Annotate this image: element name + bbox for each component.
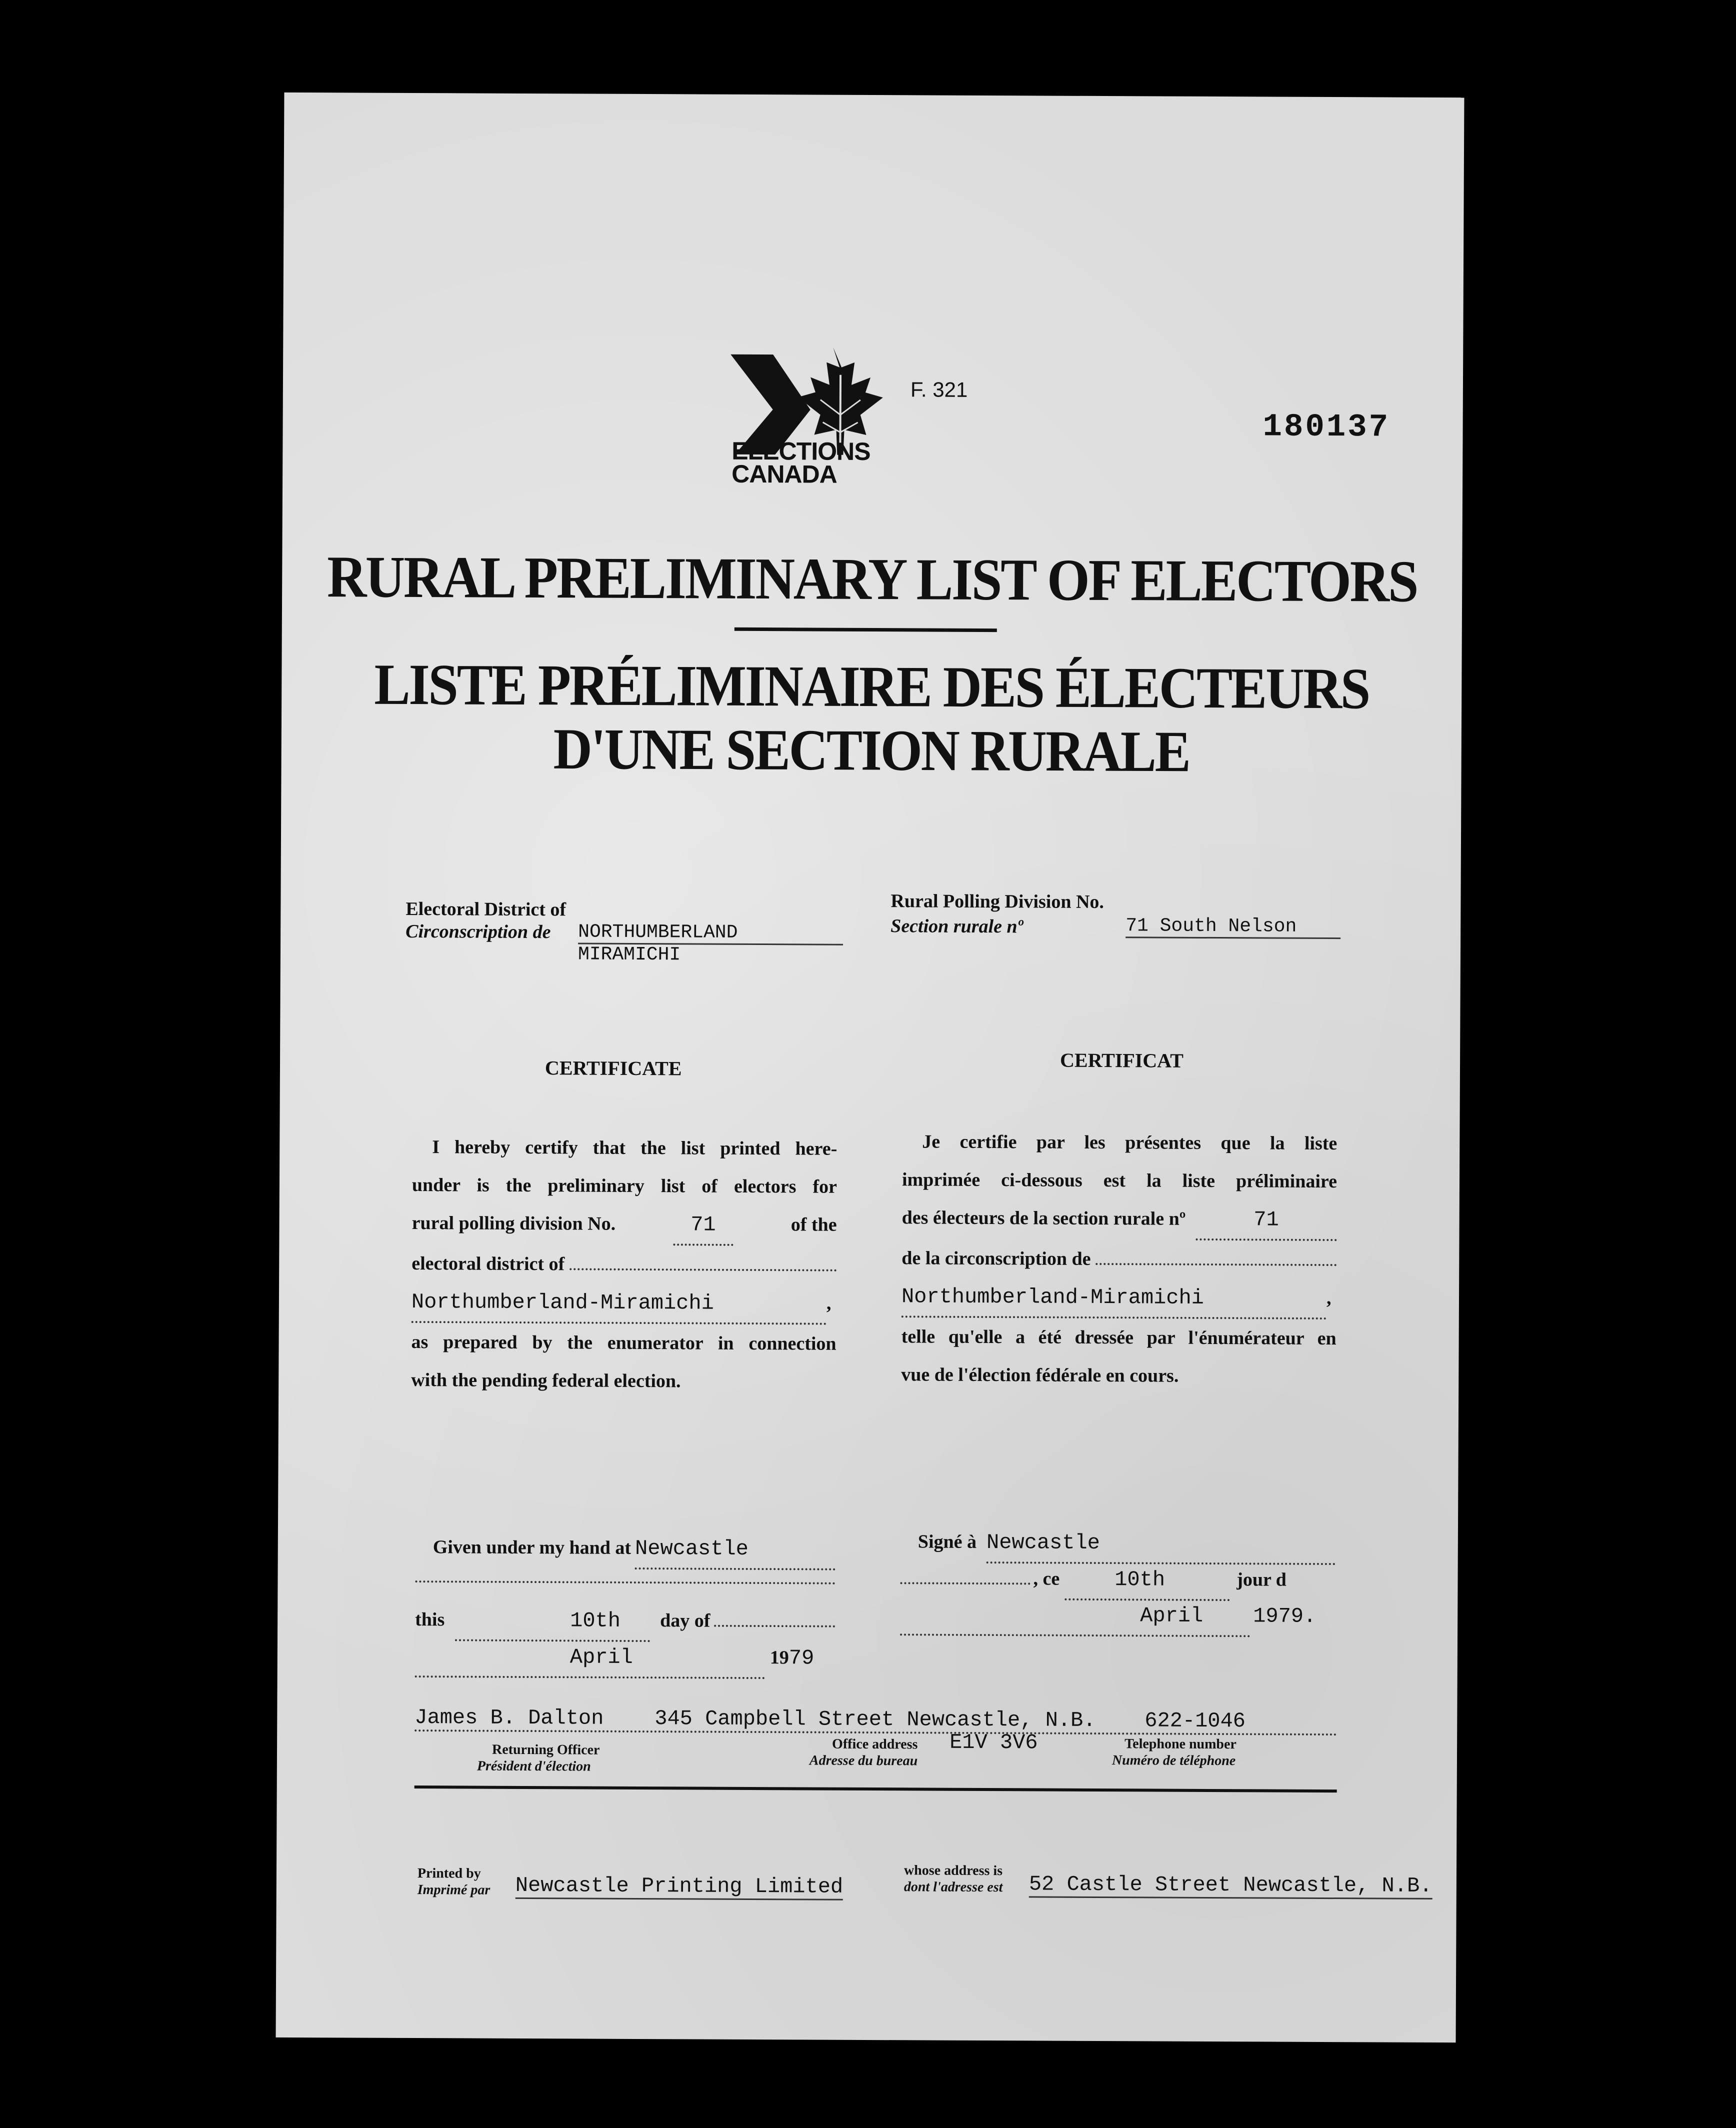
cert-fr-month-line <box>900 1596 1335 1638</box>
title-french-line-2: D'UNE SECTION RURALE <box>553 717 1190 784</box>
cert-fr-line-5 <box>902 1277 1336 1320</box>
cert-en-this-label: this <box>415 1609 445 1630</box>
cert-fr-line-6: telle qu'elle a été dressée par l'énumérateur en <box>901 1326 1336 1350</box>
cert-fr-year-value: 1979. <box>1253 1604 1316 1628</box>
polling-label-en: Rural Polling Division No. <box>890 890 1104 913</box>
cert-fr-day-value: 10th <box>1064 1560 1230 1601</box>
cert-en-comma: , <box>826 1292 832 1314</box>
district-value: NORTHUMBERLAND <box>578 921 843 945</box>
cert-en-date <box>415 1600 836 1680</box>
officer-line <box>414 1706 1337 1736</box>
cert-fr-line-3-a: des électeurs de la section rurale nº <box>902 1207 1186 1230</box>
cert-en-line-1: I hereby certify that the list printed here- <box>432 1136 838 1160</box>
cert-fr-jour-label: jour d <box>1236 1569 1286 1590</box>
label-officer-fr: Président d'élection <box>476 1758 591 1774</box>
cert-fr-day-dots-a <box>900 1582 1030 1584</box>
cert-en-day-value: 10th <box>455 1601 650 1642</box>
cert-fr-signed-place: Newcastle <box>986 1524 1336 1565</box>
cert-en-line-4 <box>412 1244 836 1284</box>
label-phone-en: Telephone number <box>1124 1736 1236 1752</box>
cert-fr-date <box>900 1559 1336 1638</box>
officer-phone: 622-1046 <box>1144 1708 1246 1734</box>
cert-fr-district-value: Northumberland-Miramichi <box>902 1278 1326 1320</box>
cert-en-given-line <box>433 1528 836 1570</box>
printer-address: 52 Castle Street Newcastle, N.B. <box>1029 1872 1432 1900</box>
title-french-line-1: LISTE PRÉLIMINAIRE DES ÉLECTEURS <box>374 652 1370 722</box>
cert-en-line-3-a: rural polling division No. <box>412 1212 616 1234</box>
cert-en-line-3 <box>412 1204 836 1246</box>
cert-fr-division-number: 71 <box>1196 1200 1337 1241</box>
cert-fr-line-3 <box>902 1198 1337 1241</box>
cert-en-day-of-label: day of <box>660 1610 710 1632</box>
logo-line-1: ELECTIONS <box>732 436 870 466</box>
cert-en-day-dots <box>714 1625 835 1628</box>
cert-fr-line-4 <box>902 1239 1336 1279</box>
cert-en-given <box>433 1528 836 1570</box>
cert-fr-line-4-dots <box>1096 1263 1336 1266</box>
cert-fr-line-1: Je certifie par les présentes que la liste <box>922 1131 1338 1154</box>
district-value-line-2: MIRAMICHI <box>578 944 681 966</box>
cert-fr-line-2: imprimée ci-dessous est la liste préliminaire <box>902 1169 1338 1192</box>
logo-line-2: CANADA <box>732 460 837 488</box>
printer-address-label-en: whose address is <box>904 1862 1003 1879</box>
cert-en-month-line <box>415 1637 835 1680</box>
cert-fr-ce-label: , ce <box>1033 1568 1060 1590</box>
cert-fr-signed-line <box>918 1522 1336 1565</box>
cert-en-line-6: as prepared by the enumerator in connection <box>411 1332 836 1354</box>
logo-wordmark <box>732 436 870 488</box>
cert-fr-day-line <box>900 1559 1335 1602</box>
polling-value: 71 South Nelson <box>1126 915 1340 939</box>
printer-address-label-fr: dont l'adresse est <box>904 1879 1003 1896</box>
label-address-en: Office address <box>832 1736 918 1752</box>
printed-by-label-fr: Imprimé par <box>417 1882 490 1898</box>
cert-en-line-4-dots <box>570 1268 836 1271</box>
title-french <box>281 652 1462 785</box>
cert-en-given-place: Newcastle <box>635 1530 836 1570</box>
serial-number: 180137 <box>1262 409 1390 446</box>
footer-divider <box>414 1786 1337 1792</box>
cert-fr-month-value: April <box>900 1596 1250 1637</box>
cert-en-line-7: with the pending federal election. <box>411 1370 681 1392</box>
officer-postal-code: E1V 3V6 <box>950 1730 1038 1755</box>
title-english: RURAL PRELIMINARY LIST OF ELECTORS <box>326 544 1418 614</box>
printed-by-label-en: Printed by <box>417 1866 481 1882</box>
cert-en-division-number: 71 <box>673 1206 733 1246</box>
cert-en-blank-line <box>415 1580 835 1584</box>
cert-en-line-4-text: electoral district of <box>412 1253 565 1275</box>
officer-name: James B. Dalton <box>414 1706 604 1730</box>
cert-fr-signed <box>918 1522 1336 1565</box>
certificate-body-en <box>411 1128 837 1401</box>
cert-fr-comma: , <box>1326 1287 1332 1309</box>
cert-en-given-label: Given under my hand at <box>432 1536 632 1558</box>
cert-en-line-2: under is the preliminary list of electors for <box>412 1174 838 1198</box>
cert-fr-signed-label: Signé à <box>918 1531 977 1552</box>
title-divider <box>734 628 997 632</box>
polling-label-fr: Section rurale nº <box>890 916 1024 938</box>
certificate-body-fr <box>901 1122 1337 1396</box>
document-page <box>276 92 1464 2042</box>
cert-en-month-value: April <box>415 1638 765 1679</box>
cert-fr-line-4-text: de la circonscription de <box>902 1248 1091 1270</box>
officer-address: 345 Campbell Street Newcastle, N.B. <box>654 1706 1096 1732</box>
certificate-heading-en: CERTIFICATE <box>544 1056 682 1080</box>
district-label-en: Electoral District of <box>406 898 566 920</box>
cert-en-year-suffix: 79 <box>788 1646 814 1670</box>
cert-en-line-3-b: of the <box>790 1214 837 1236</box>
form-number: F. 321 <box>910 378 968 402</box>
cert-en-district-value: Northumberland-Miramichi <box>412 1283 826 1325</box>
printer-name: Newcastle Printing Limited <box>516 1874 844 1900</box>
label-phone-fr: Numéro de téléphone <box>1112 1752 1236 1769</box>
district-label-fr: Circonscription de <box>406 920 551 943</box>
cert-en-year-prefix: 19 <box>770 1647 789 1668</box>
cert-en-day-line <box>415 1600 835 1643</box>
certificate-heading-fr: CERTIFICAT <box>1060 1048 1184 1072</box>
label-officer-en: Returning Officer <box>492 1742 600 1758</box>
cert-en-line-5 <box>412 1282 836 1325</box>
label-address-fr: Adresse du bureau <box>809 1752 918 1769</box>
cert-fr-line-7: vue de l'élection fédérale en cours. <box>901 1364 1179 1386</box>
